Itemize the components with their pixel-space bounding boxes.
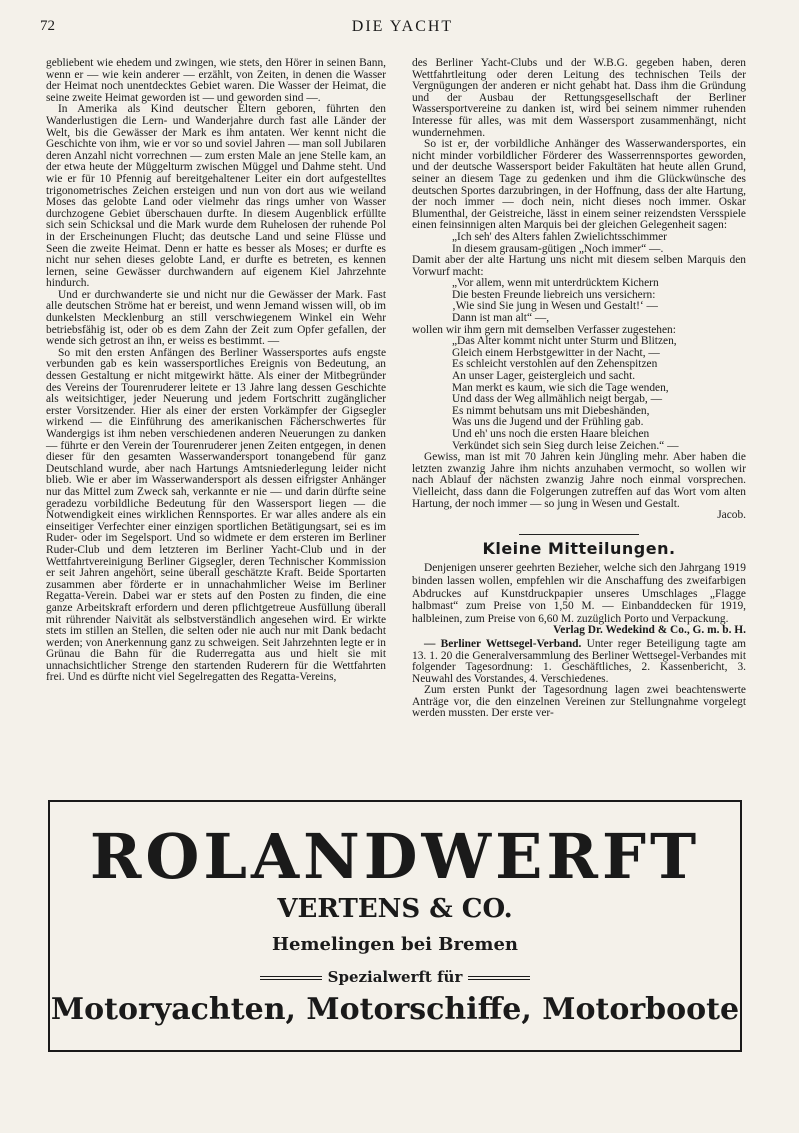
news-item-text: Unter reger Beteiligung tagte am 13. 1. 20 die Generalversammlung des Berliner Wettsegel-Verbandes mit folgender Tagesordnung: 1. Geschäftliches, 2. Kassenbericht, 3. Neuwahl des Vorstandes, 4. Verschiedenes.: [412, 637, 747, 685]
verse-line: Und eh' uns noch die ersten Haare bleichen: [452, 428, 650, 440]
verse-line: Und dass der Weg allmählich neigt bergab, —: [452, 393, 662, 406]
paragraph: So mit den ersten Anfängen des Berliner Wassersportes aufs engste verbunden gab es kein wassersportliches Ereignis von Bedeutung, an dessen Gestaltung er nicht mitgewirkt hätte. Als einer der Mitbegründer des Vereins der Tourenruderer leitete er 13 Jahre lang dessen Geschichte als weitsichtiger, jeder Neuerung und jedem Fortschritt zugänglicher erster Vorsitzender. Hier als einer der ersten Vorkämpfer der Gigsegler wirkend — die Einführung des amerikanischen Fächerschwertes für Wandergigs ist ihm neben verschiedenen anderen Neuerungen zu danken — führte er den Verein der Tourenruderer jenen Zeiten entgegen, in denen dieser für den gesamten Wasserwandersport tonangebend für ganz Deutschland wurde, aber nach Hartungs Amtsniederlegung leider nicht blieb. Wie er aber im Wasserwandersport als dessen eifrigster Anhänger nur das Mittel zum Zweck sah, verkannte er nie — und darin dürfte seine geradezu vorbildliche Bedeutung für den Wassersport liegen — die Notwendigkeit eines wirklichen Rennsportes. Er war alles andere als ein einseitiger Verfechter einer einzigen sportlichen Betätigungsart, sei es im Ruder- oder im Segelsport. Und so widmete er dem ersteren im Berliner Ruder-Club und dem letzteren im Berliner Yacht-Club und in der Wettfahrtvereinigung Berliner Gigsegler, deren Technischer Kommission er seit Jahren angehört, seine überall geschätzte Kraft. Beide Sportarten zusammen aber förderte er in unnachahmlicher Weise im Berliner Regatta-Verein. Dabei war er stets auf den Posten zu finden, die eine ganze Arbeitskraft erfordern und deren pflichtgetreue Ausfüllung überall mit rührender Naivität als selbstverständlich angesehen wird. Er wirkte stets im stillen an Stellen, die selten oder nie auch nur mit Dank bedacht werden; von Anerkennung ganz zu schweigen. Seit Jahrzehnten legte er in Grünau die Bahn für die Ruderregatta aus und hielt sie mit unnachsichtlicher Strenge den startenden Ruderern für die Wettfahrten frei. Und es dürfte nicht viel Segelregatten des Regatta-Vereins,: [46, 346, 386, 684]
verse-line: Verkündet sich sein Sieg durch leise Zeichen.“ —: [452, 439, 679, 452]
ad-firm: VERTENS & CO.: [277, 894, 513, 924]
verse-line: „Ich seh' des Alters fahlen Zwielichtsschimmer: [452, 230, 667, 243]
verse-line: Es schleicht verstohlen auf den Zehenspitzen: [452, 358, 658, 371]
decorative-rule: [260, 976, 322, 980]
verse-line: In diesem grausam-gütigen „Noch immer“ —.: [452, 242, 664, 255]
decorative-rule: [468, 976, 530, 980]
paragraph: wollen wir ihm gern mit demselben Verfasser zugestehen:: [412, 323, 676, 336]
left-column: [46, 58, 386, 684]
section-heading: Kleine Mitteilungen.: [482, 538, 676, 558]
publisher-signature: Verlag Dr. Wedekind & Co., G. m. b. H.: [553, 624, 746, 637]
ad-specialty-line: [50, 968, 740, 986]
paragraph: Gewiss, man ist mit 70 Jahren kein Jüngling mehr. Aber haben die letzten zwanzig Jahre ihm nichts anzuhaben vermocht, so wollen wir nach Ablauf der nächsten zwanzig Jahre noch einmal vorsprechen. Vielleicht, dass dann die Folgerungen zutreffen auf das Wort vom alten Hartung, der noch immer — so jung in Wesen und Gestalt.: [412, 451, 746, 510]
paragraph: des Berliner Yacht-Clubs und der W.B.G. gegeben haben, deren Wettfahrtleitung oder deren Leitung des technischen Teils der Vergnügungen der anderen er nicht gehabt hat. Dass ihm die Gründung und der Ausbau der Rettungsgesellschaft der Berliner Wassersportvereine zu danken ist, wird bei seinem nimmer ruhenden Interesse für alles, was mit dem Wassersport zusammenhängt, nicht wundernehmen.: [412, 57, 746, 139]
paragraph: gebliebent wie ehedem und zwingen, wie stets, den Hörer in seinen Bann, wenn er — wie kein anderer — erzählt, von Zeiten, in denen die Wasser der Heimat noch unentdecktes Gebiet waren. Die Wasser der Heimat, die seine zweite Heimat geworden ist — und geworden sind —.: [46, 57, 386, 104]
verse-line: Die besten Freunde liebreich uns versichern:: [452, 288, 656, 301]
ad-location: Hemelingen bei Bremen: [272, 934, 518, 955]
paragraph: So ist er, der vorbildliche Anhänger des Wasserwandersportes, ein nicht minder vorbildlicher Förderer des Wasserrennsportes geworden, und der deutsche Wassersport beider Fakultäten hat heute allen Grund, seiner an diesem Tage zu gedenken und ihm die Glückwünsche des deutschen Sportes darzubringen, in der Hoffnung, dass der alte Hartung, der noch immer — doch nein, nicht dieses noch immer. Oskar Blumenthal, der Geistreiche, lässt in einem seiner reizendsten Versspiele einen feinsinnigen alten Marquis bei der gleichen Gelegenheit sagen:: [412, 138, 746, 232]
page-header: [40, 18, 765, 40]
notice-paragraph: Denjenigen unserer geehrten Bezieher, welche sich den Jahrgang 1919 binden lassen wollen, empfehlen wir die Anschaffung des zweifarbigen Abdruckes auf Kunstdruckpapier unseres Umschlages „Flagge halbmast“ zum Preise von 1,50 M. — Einbanddecken für 1919, halbleinen, zum Preise von 6,60 M. zuzüglich Porto und Verpackung.: [412, 562, 746, 625]
verse-line: „Das Alter kommt nicht unter Sturm und Blitzen,: [452, 335, 677, 348]
verse-line: Gleich einem Herbstgewitter in der Nacht, —: [452, 346, 660, 359]
section-divider: [519, 534, 639, 535]
verse-line: An unser Lager, geistergleich und sacht.: [452, 370, 636, 383]
verse-line: „Vor allem, wenn mit unterdrücktem Kichern: [452, 277, 659, 290]
verse-line: Man merkt es kaum, wie sich die Tage wenden,: [452, 381, 669, 394]
ad-products: Motoryachten, Motorschiffe, Motorboote: [50, 992, 740, 1027]
verse-quote: [452, 232, 746, 255]
news-item-title: — Berliner Wettsegel-Verband.: [424, 637, 582, 650]
ad-company-name: ROLANDWERFT: [89, 820, 701, 893]
author-signature: Jacob.: [717, 509, 746, 522]
page-number: 72: [40, 18, 55, 34]
paragraph: Damit aber der alte Hartung uns nicht mit diesem selben Marquis den Vorwurf macht:: [412, 254, 746, 278]
paragraph: Und er durchwanderte sie und nicht nur die Gewässer der Mark. Fast alle deutschen Ströme hat er bereist, und wenn Jemand wissen will, ob im dunkelsten Mecklenburg an still verschwiegenem Winkel ein Wehr betriebsfähig ist, oder ob es dem Zahn der Zeit zum Opfer gefallen, der wende sich getrost an ihn, er weiss es bestimmt. —: [46, 288, 386, 348]
advertisement-box: [48, 800, 742, 1052]
news-item: [412, 639, 746, 685]
verse-line: ‚Wie sind Sie jung in Wesen und Gestalt!‘ —: [452, 300, 658, 313]
right-column: [412, 58, 746, 720]
paragraph: In Amerika als Kind deutscher Eltern geboren, führten den Wanderlustigen die Lern- und Wanderjahre durch fast alle Länder der Welt, bis die Gewässer der Mark es ihm antaten. Wer kennt nicht die Geschichte von ihm, wie er vor so und soviel Jahren — man soll Jubilaren deren Anzahl nicht vorrechnen — zum ersten Male an jene Stelle kam, an der etwa heute der Müggelturm zwischen Müggel und Dahme steht. Und wie er für 10 Pfennig auf bereitgehaltener Leiter ein dort aufgestelltes trigonometrisches Zeichen ersteigen und nun von dort aus wie weiland Moses das gelobte Land oder vielmehr das rings umher von Wasser durchzogene Gebiet überschauen durfte. In diesem Augenblick erfüllte sich sein Schicksal und die Mark wurde dem Ruhelosen der ruhende Pol in der Erscheinungen Flucht; das deutsche Land und seine Flüsse und Seen die zweite Heimat. Denn er hatte es besser als Moses; er durfte es nicht nur sehen dieses gelobte Land, er durfte es betreten, es kennen lernen, seine Gewässer durchwandern auf eigenem Kiel Jahrzehnte hindurch.: [46, 103, 386, 290]
paragraph: Zum ersten Punkt der Tagesordnung lagen zwei beachtenswerte Anträge vor, die den einzelnen Vereinen zur Stellungnahme vorgelegt werden mussten. Der erste ver-: [412, 684, 746, 720]
verse-quote: [452, 336, 746, 452]
verse-line: Dann ist man alt“ —,: [452, 312, 550, 325]
running-title: DIE YACHT: [351, 18, 454, 35]
verse-line: Was uns die Jugend und der Frühling gab.: [452, 416, 644, 429]
verse-line: Es nimmt behutsam uns mit Diebeshänden,: [452, 404, 650, 417]
verse-quote: [452, 278, 746, 324]
ad-specialty: Spezialwerft für: [327, 968, 463, 986]
